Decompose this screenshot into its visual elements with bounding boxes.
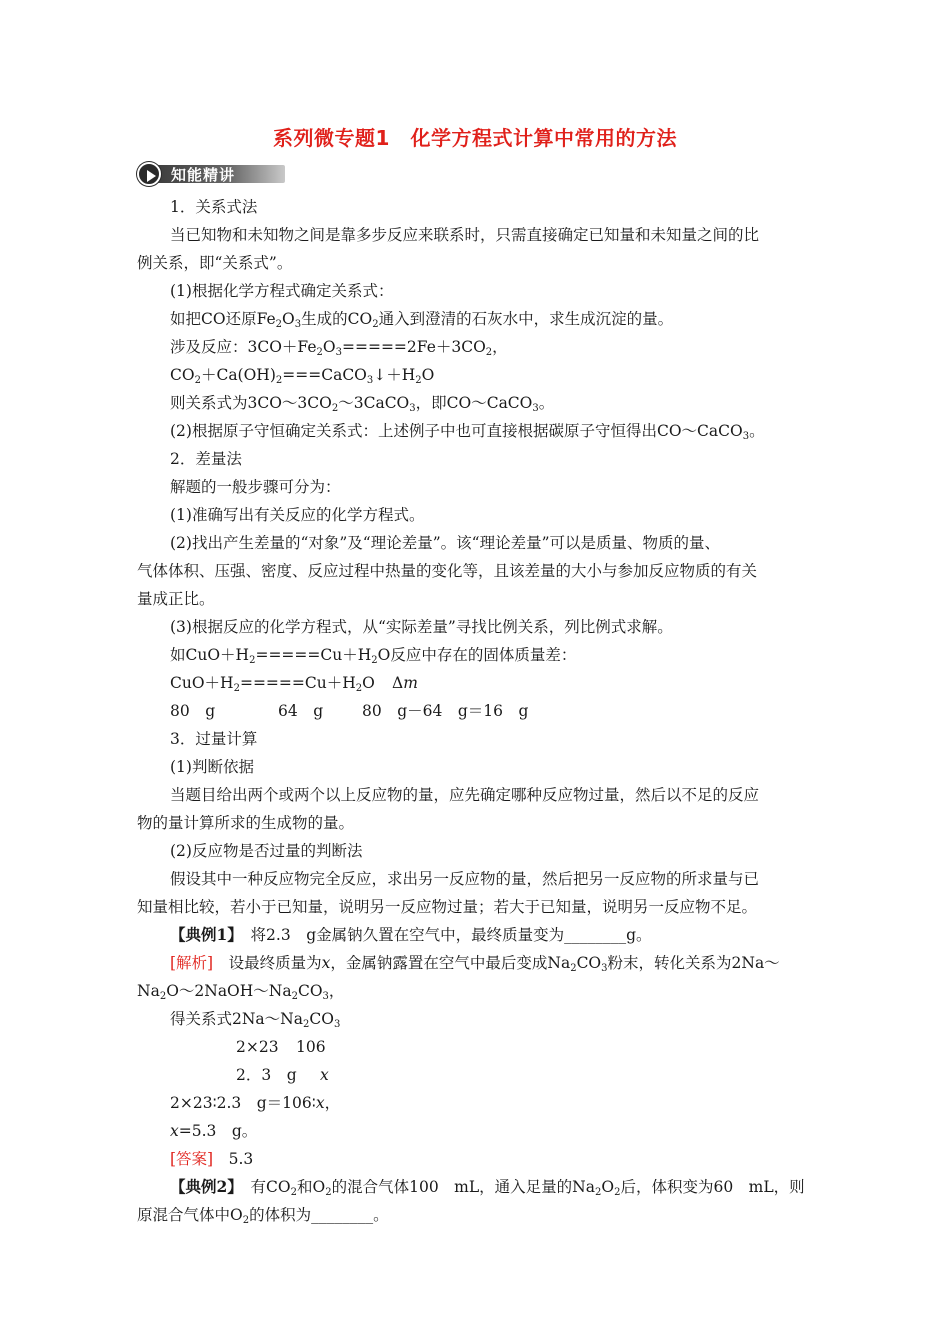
paragraph-line: 如$CuO+H_2=====Cu+H_2O$反应中存在的固体质量差： <box>170 646 577 666</box>
unknown-x: x <box>320 1066 329 1084</box>
paragraph-line: (2)根据原子守恒确定关系式：上述例子中也可直接根据碳原子守恒得出CO～CaCO$_3$。 <box>170 422 765 442</box>
paragraph-line: 假设其中一种反应物完全反应，求出另一反应物的量，然后把另一反应物的所求量与已 <box>170 870 760 888</box>
delta-m-label: Δm <box>392 674 418 692</box>
answer-line: [答案] 5.3 <box>170 1150 254 1168</box>
paragraph-line: (2)反应物是否过量的判断法 <box>170 842 363 860</box>
mass-value: 106 <box>296 1038 326 1056</box>
equation-line: $CuO+H_2=====Cu+H_2O$ <box>170 674 375 694</box>
paragraph-line: 例关系，即“关系式”。 <box>137 254 293 272</box>
mass-value: 2．3 g <box>236 1066 297 1084</box>
paragraph-line: 当已知物和未知物之间是靠多步反应来联系时，只需直接确定已知量和未知量之间的比 <box>170 226 760 244</box>
paragraph-line: (1)准确写出有关反应的化学方程式。 <box>170 506 425 524</box>
equation-line: 涉及反应：$3CO+Fe_2O_3=====2Fe+3CO_2$， <box>170 338 508 358</box>
mass-value: 80 g－64 g＝16 g <box>362 702 529 720</box>
analysis-line: $Na_2O\sim 2NaOH\sim Na_2CO_3$， <box>137 982 345 1002</box>
heading-relation-method: 1．关系式法 <box>170 198 258 216</box>
proportion-line: 2×23∶2.3 g＝106∶x， <box>170 1094 341 1112</box>
play-arrow-icon <box>137 162 161 186</box>
paragraph-line: (3)根据反应的化学方程式，从“实际差量”寻找比例关系，列比例式求解。 <box>170 618 673 636</box>
equation-line: $CO_2+Ca(OH)_2===CaCO_3↓+H_2O$ <box>170 366 435 386</box>
mass-value: 64 g <box>278 702 324 720</box>
paragraph-line: 气体体积、压强、密度、反应过程中热量的变化等，且该差量的大小与参加反应物质的有关 <box>137 562 758 580</box>
paragraph-line: (1)根据化学方程式确定关系式： <box>170 282 394 300</box>
paragraph-line: 当题目给出两个或两个以上反应物的量，应先确定哪种反应物过量，然后以不足的反应 <box>170 786 760 804</box>
section-banner <box>137 162 287 186</box>
example-2-continued: 原混合气体中$O_2$的体积为________。 <box>137 1206 389 1226</box>
heading-difference-method: 2．差量法 <box>170 450 242 468</box>
example-1: 【典例1】 将2.3 g金属钠久置在空气中，最终质量变为________g。 <box>170 925 652 944</box>
paragraph-line: (1)判断依据 <box>170 758 254 776</box>
paragraph-line: 知量相比较，若小于已知量，说明另一反应物过量；若大于已知量，说明另一反应物不足。 <box>137 898 758 916</box>
banner-label: 知能精讲 <box>171 166 236 184</box>
analysis-line: [解析] 设最终质量为x，金属钠露置在空气中最后变成$Na_2CO_3$粉末，转化关系为2Na～ <box>170 954 780 974</box>
page-title: 系列微专题1 化学方程式计算中常用的方法 <box>273 126 677 150</box>
paragraph-line: 则关系式为$3CO\sim 3CO_2\sim 3CaCO_3$，即CO～CaCO$_3$。 <box>170 394 555 414</box>
paragraph-line: 如把CO还原$Fe_2O_3$生成的$CO_2$通入到澄清的石灰水中，求生成沉淀的量。 <box>170 310 674 330</box>
paragraph-line: 量成正比。 <box>137 590 215 608</box>
heading-excess-calc: 3．过量计算 <box>170 730 258 748</box>
paragraph-line: (2)找出产生差量的“对象”及“理论差量”。该“理论差量”可以是质量、物质的量、 <box>170 534 721 552</box>
mass-value: 2×23 <box>236 1038 279 1056</box>
result-line: x=5.3 g。 <box>170 1122 258 1140</box>
mass-value: 80 g <box>170 702 216 720</box>
example-2: 【典例2】 有$CO_2$和$O_2$的混合气体100 mL，通入足量的$Na_2O_2$后，体积变为60 mL，则 <box>170 1177 805 1198</box>
paragraph-line: 物的量计算所求的生成物的量。 <box>137 814 355 832</box>
relation-line: 得关系式$2Na\sim Na_2CO_3$ <box>170 1010 341 1030</box>
paragraph-line: 解题的一般步骤可分为： <box>170 478 341 496</box>
